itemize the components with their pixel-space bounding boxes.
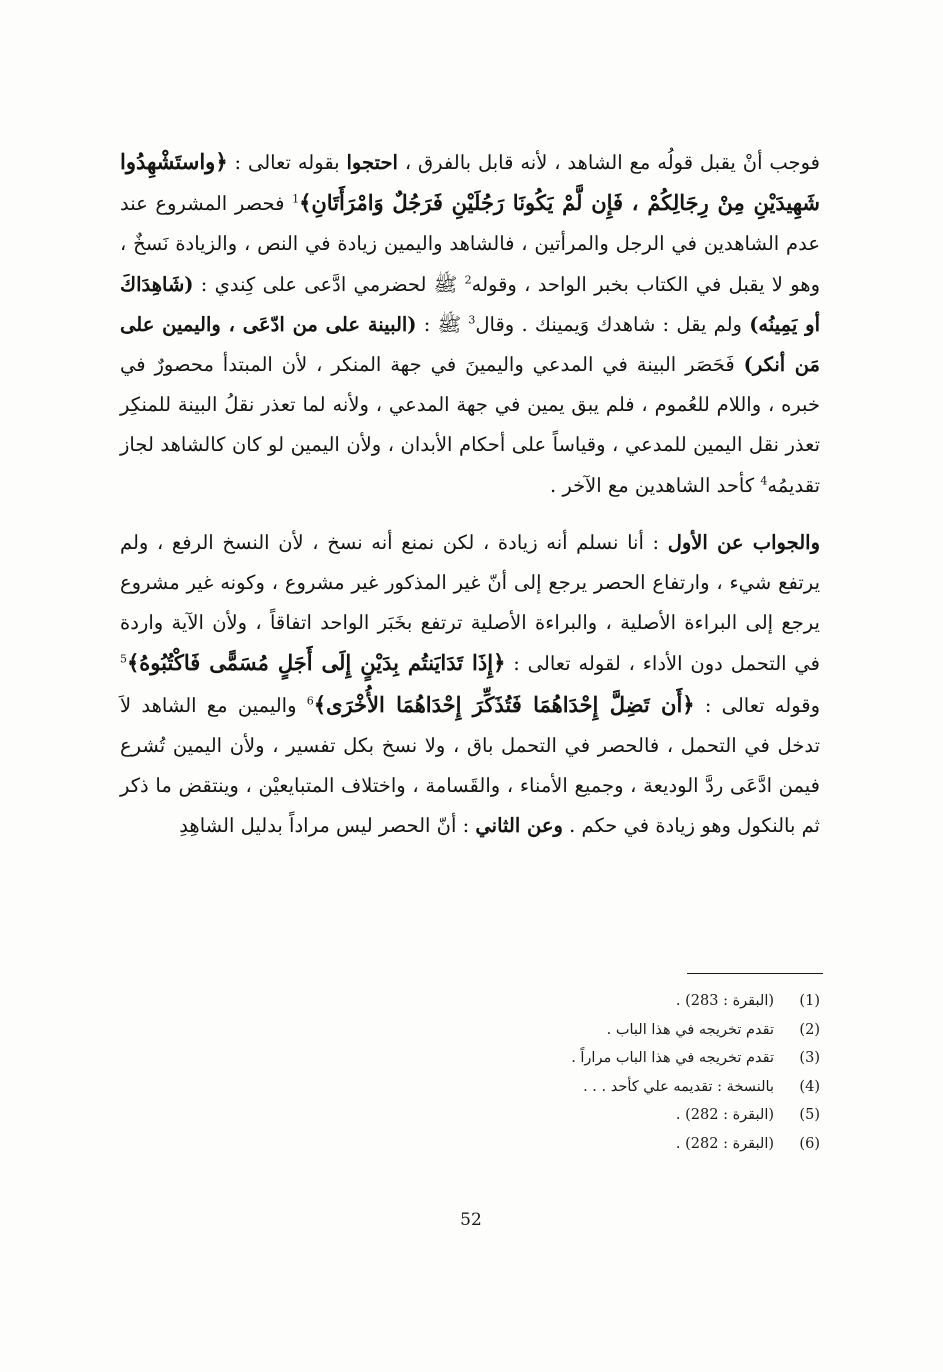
footnote-item <box>440 1016 820 1045</box>
bold-phrase: (شَاهِدَاكَ أو يَمِينُه) <box>120 272 820 336</box>
footnote-text: بالنسخة : تقديمه علي كأحد . . . <box>583 1078 774 1095</box>
footnote-marker: 1 <box>292 192 300 206</box>
footnote-text: (البقرة : 282) . <box>675 1135 774 1152</box>
footnote-text: (البقرة : 282) . <box>675 1107 774 1123</box>
text-run: ﷺ : <box>416 312 469 336</box>
text-run: ولم يقل : شاهدك وَيمينك . وقال <box>475 312 750 336</box>
text-run: ﷺ لحضرمي ادَّعى على كِندي : <box>193 272 465 296</box>
footnote-separator <box>687 973 823 974</box>
paragraph-1 <box>120 142 820 506</box>
text-run: فحصر المشروع عند عدم الشاهدين في الرجل والمرأتين ، فالشاهد واليمين زيادة في النص ، والزيادة نَسخٌ ، وهو لا يقبل في الكتاب بخبر الواحد ، وقوله <box>120 192 820 296</box>
quran-verse: ﴿أَن تَضِلَّ إِحْدَاهُمَا فَتُذَكِّرَ إِحْدَاهُمَا الأُخْرَى﴾ <box>313 691 695 717</box>
text-run: وقوله تعالى : <box>694 693 821 717</box>
paragraph-2 <box>120 523 820 847</box>
footnote-marker: 5 <box>120 652 127 666</box>
footnote-item <box>440 987 820 1016</box>
footnote-number: (1) <box>799 993 820 1009</box>
text-run: واليمين مع الشاهد لاَ تدخل في التحمل ، فالحصر في التحمل باق ، ولا نسخ بكل تفسير ، ولأن اليمين تُشرع فيمن ادَّعَى ردَّ الوديعة ، وجميع الأمناء ، والقَسامة ، واختلاف المتبايعيْن ، وينتقض ما ذكر ثم بالنكول وهو زيادة في حكم . <box>120 693 820 838</box>
bold-phrase: (البينة على من ادّعَى ، واليمين على مَن أنكر) <box>120 312 820 377</box>
footnote-marker: 4 <box>760 474 768 488</box>
text-run: كأحد الشاهدين مع الآخر . <box>549 473 761 497</box>
bold-phrase: وعن الثاني <box>475 814 563 838</box>
footnote-number: (2) <box>799 1021 820 1038</box>
bold-phrase: والجواب عن الأول <box>667 530 820 554</box>
footnote-text: تقدم تخريجه في هذا الباب . <box>606 1021 774 1038</box>
footnote-marker: 2 <box>464 273 472 287</box>
footnote-item <box>440 1044 820 1073</box>
footnote-text: (البقرة : 283) . <box>675 993 774 1009</box>
footnote-item <box>440 1073 820 1102</box>
footnote-marker: 3 <box>468 313 476 327</box>
text-run: فوجب أنْ يقبل قولُه مع الشاهد ، لأنه قابل بالفرق ، <box>397 151 820 174</box>
footnote-item <box>440 1101 820 1130</box>
footnote-text: تقدم تخريجه في هذا الباب مراراً . <box>571 1050 774 1066</box>
footnote-marker: 6 <box>306 694 314 708</box>
footnote-number: (5) <box>799 1107 820 1123</box>
footnote-number: (3) <box>799 1050 820 1066</box>
main-text <box>120 142 820 846</box>
page-number: 52 <box>460 1210 482 1230</box>
text-run: بقوله تعالى : <box>227 151 347 174</box>
footnote-number: (4) <box>799 1078 820 1095</box>
text-run: فَحَصَر البينة في المدعي واليمينَ في جهة المنكر ، لأن المبتدأ محصورٌ في خبره ، واللام للعُموم ، فلم يبق يمين في جهة المدعي ، ولأنه لما تعذر نقلُ البينة للمنكِر تعذر نقل اليمين للمدعي ، وقياساً على أحكام الأبدان ، ولأن اليمين لو كان كالشاهد لجاز تقديمُه <box>120 353 820 497</box>
text-run: : أنا نسلم أنه زيادة ، لكن نمنع أنه نسخ ، لأن النسخ الرفع ، ولم يرتفع شيء ، وارتفاع الحصر يرجع إلى أنّ غير المذكور غير مشروع ، وكونه غير مشروع يرجع إلى البراءة الأصلية ، والبراءة الأصلية ترتفع بخَبَر الواحد اتفاقاً ، ولأن الآية واردة في التحمل دون الأداء ، لقوله تعالى : <box>120 530 820 676</box>
quran-verse: ﴿واستَشْهِدُوا شَهِيدَيْنِ مِنْ رِجَالِكُمْ ، فَإِن لَّمْ يَكُونَا رَجُلَيْنِ فَرَجُلٌ وَامْرَأَتَانِ﴾ <box>120 149 820 216</box>
footnote-item <box>440 1130 820 1159</box>
bold-phrase: احتجوا <box>346 151 398 174</box>
footnotes <box>440 987 820 1158</box>
text-run: : أنّ الحصر ليس مراداً بدليل الشاهِدِ <box>179 814 476 838</box>
quran-verse: ﴿إِذَا تَدَايَنتُم بِدَيْنٍ إِلَى أَجَلٍ مُسَمًّى فَاكْتُبُوهُ﴾ <box>127 650 506 676</box>
footnote-number: (6) <box>799 1135 820 1152</box>
